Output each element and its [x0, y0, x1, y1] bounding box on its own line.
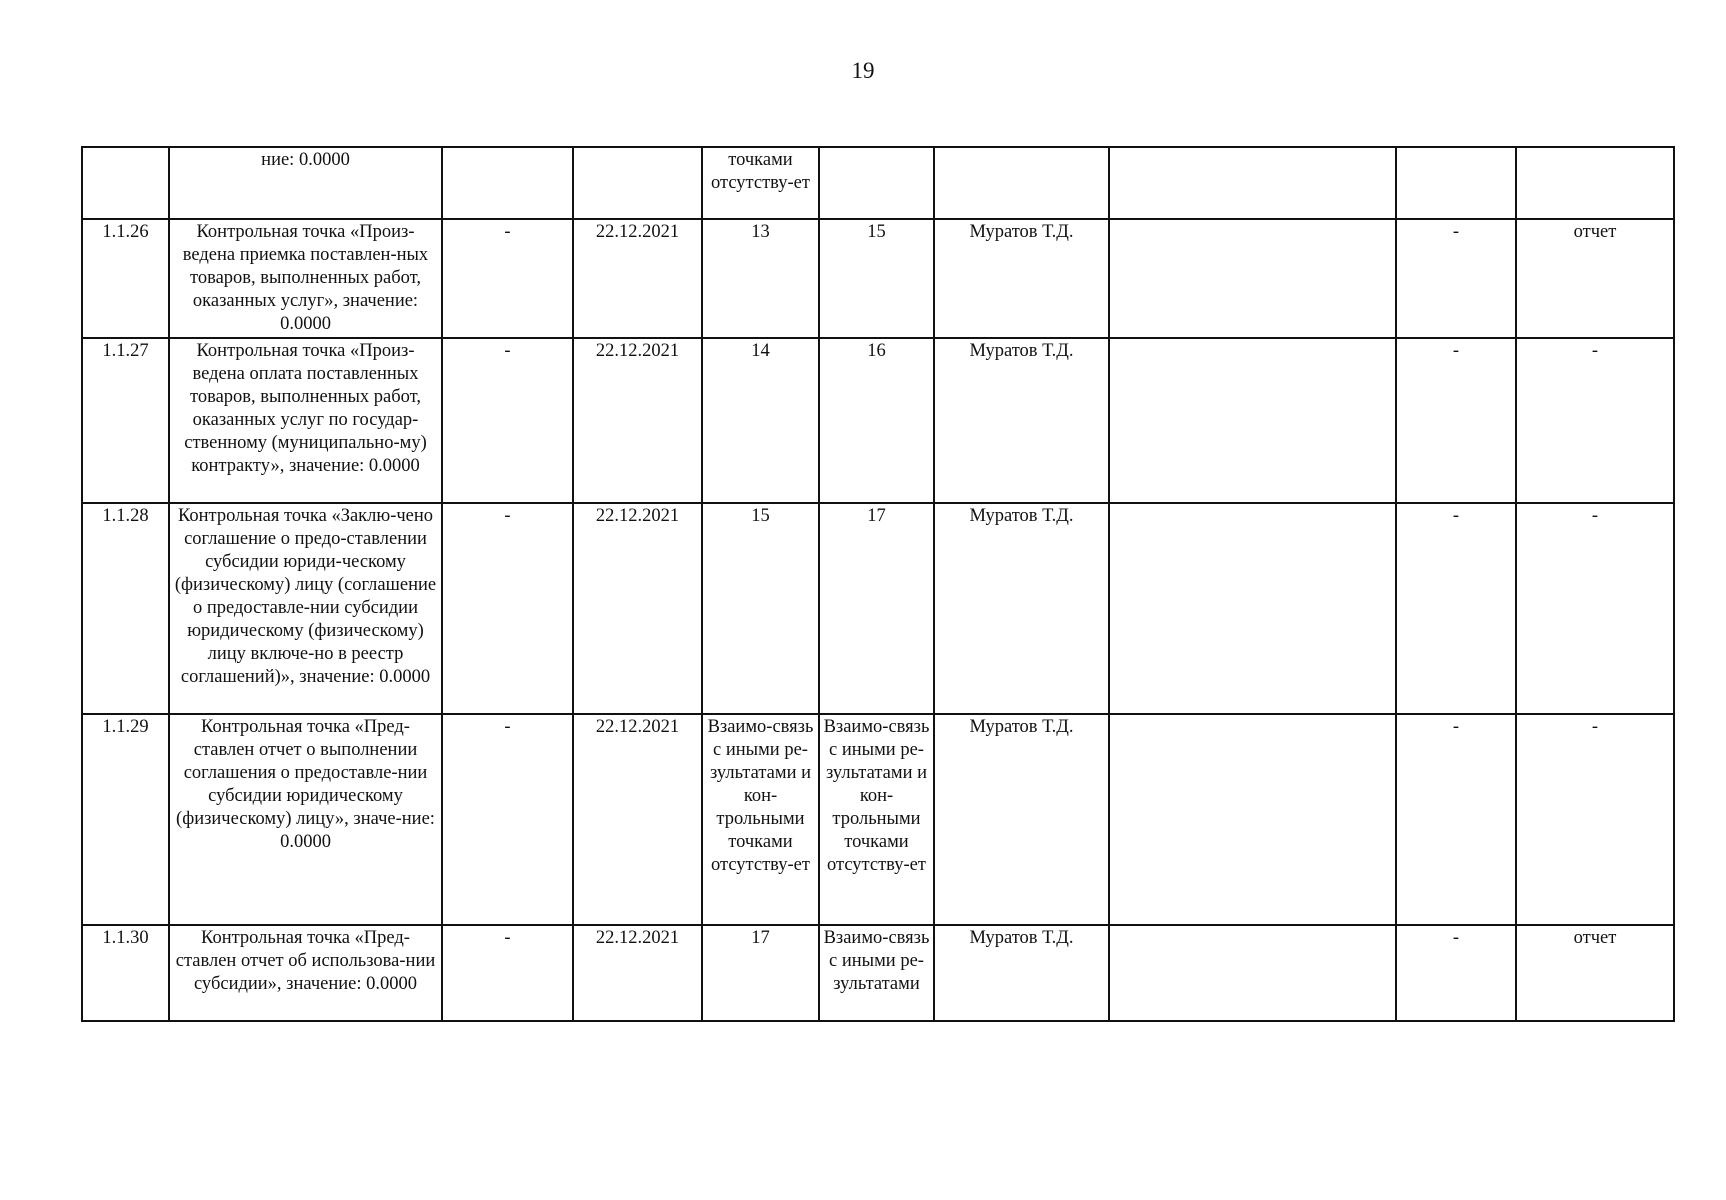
row-number-cell: 1.1.26 — [82, 219, 169, 338]
document-type-cell: отчет — [1516, 219, 1674, 338]
successor-cell — [819, 147, 934, 219]
table-row — [82, 503, 1674, 714]
table-row — [82, 338, 1674, 503]
column-3-cell: - — [442, 503, 573, 714]
control-point-name-cell: Контрольная точка «Заклю-чено соглашение о предо-ставлении субсидии юриди-ческому (физическому) лицу (соглашение о предоставле-нии субсидии юридическому (физическому) лицу включе-но в реестр соглашений)», значение: 0.0000 — [169, 503, 442, 714]
column-8-cell — [1109, 147, 1396, 219]
column-9-cell: - — [1396, 714, 1516, 925]
predecessor-cell: 15 — [702, 503, 819, 714]
table-row — [82, 147, 1674, 219]
column-8-cell — [1109, 714, 1396, 925]
successor-cell: Взаимо-связь с иными ре-зультатами и кон-трольными точками отсутству-ет — [819, 714, 934, 925]
successor-cell: 17 — [819, 503, 934, 714]
responsible-cell: Муратов Т.Д. — [934, 338, 1109, 503]
successor-cell: 15 — [819, 219, 934, 338]
table-row — [82, 714, 1674, 925]
row-number-cell: 1.1.30 — [82, 925, 169, 1021]
document-type-cell — [1516, 147, 1674, 219]
responsible-cell: Муратов Т.Д. — [934, 503, 1109, 714]
column-3-cell: - — [442, 219, 573, 338]
responsible-cell: Муратов Т.Д. — [934, 714, 1109, 925]
table-row — [82, 219, 1674, 338]
control-point-name-cell: Контрольная точка «Произ-ведена приемка поставлен-ных товаров, выполненных работ, оказанных услуг», значение: 0.0000 — [169, 219, 442, 338]
row-number-cell — [82, 147, 169, 219]
date-cell — [573, 147, 702, 219]
control-point-name-cell: Контрольная точка «Пред-ставлен отчет об использова-нии субсидии», значение: 0.0000 — [169, 925, 442, 1021]
document-type-cell: отчет — [1516, 925, 1674, 1021]
column-8-cell — [1109, 338, 1396, 503]
document-type-cell: - — [1516, 714, 1674, 925]
row-number-cell: 1.1.29 — [82, 714, 169, 925]
predecessor-cell: 17 — [702, 925, 819, 1021]
column-8-cell — [1109, 925, 1396, 1021]
successor-cell: 16 — [819, 338, 934, 503]
date-cell: 22.12.2021 — [573, 219, 702, 338]
column-9-cell: - — [1396, 925, 1516, 1021]
document-type-cell: - — [1516, 503, 1674, 714]
column-3-cell: - — [442, 714, 573, 925]
successor-cell: Взаимо-связь с иными ре-зультатами — [819, 925, 934, 1021]
column-3-cell: - — [442, 338, 573, 503]
column-9-cell: - — [1396, 219, 1516, 338]
responsible-cell — [934, 147, 1109, 219]
predecessor-cell: точками отсутству-ет — [702, 147, 819, 219]
column-3-cell: - — [442, 925, 573, 1021]
control-points-table — [81, 146, 1675, 1022]
column-8-cell — [1109, 219, 1396, 338]
date-cell: 22.12.2021 — [573, 714, 702, 925]
table-row — [82, 925, 1674, 1021]
date-cell: 22.12.2021 — [573, 338, 702, 503]
date-cell: 22.12.2021 — [573, 925, 702, 1021]
predecessor-cell: 14 — [702, 338, 819, 503]
control-point-name-cell: Контрольная точка «Произ-ведена оплата поставленных товаров, выполненных работ, оказанных услуг по государ-ственному (муниципально-му) контракту», значение: 0.0000 — [169, 338, 442, 503]
date-cell: 22.12.2021 — [573, 503, 702, 714]
column-3-cell — [442, 147, 573, 219]
column-9-cell: - — [1396, 338, 1516, 503]
row-number-cell: 1.1.27 — [82, 338, 169, 503]
document-type-cell: - — [1516, 338, 1674, 503]
responsible-cell: Муратов Т.Д. — [934, 219, 1109, 338]
predecessor-cell: 13 — [702, 219, 819, 338]
responsible-cell: Муратов Т.Д. — [934, 925, 1109, 1021]
page-number: 19 — [851, 58, 875, 83]
control-point-name-cell: ние: 0.0000 — [169, 147, 442, 219]
control-point-name-cell: Контрольная точка «Пред-ставлен отчет о выполнении соглашения о предоставле-нии субсидии юридическому (физическому) лицу», значе-ние: 0.0000 — [169, 714, 442, 925]
row-number-cell: 1.1.28 — [82, 503, 169, 714]
predecessor-cell: Взаимо-связь с иными ре-зультатами и кон-трольными точками отсутству-ет — [702, 714, 819, 925]
column-9-cell — [1396, 147, 1516, 219]
column-8-cell — [1109, 503, 1396, 714]
column-9-cell: - — [1396, 503, 1516, 714]
